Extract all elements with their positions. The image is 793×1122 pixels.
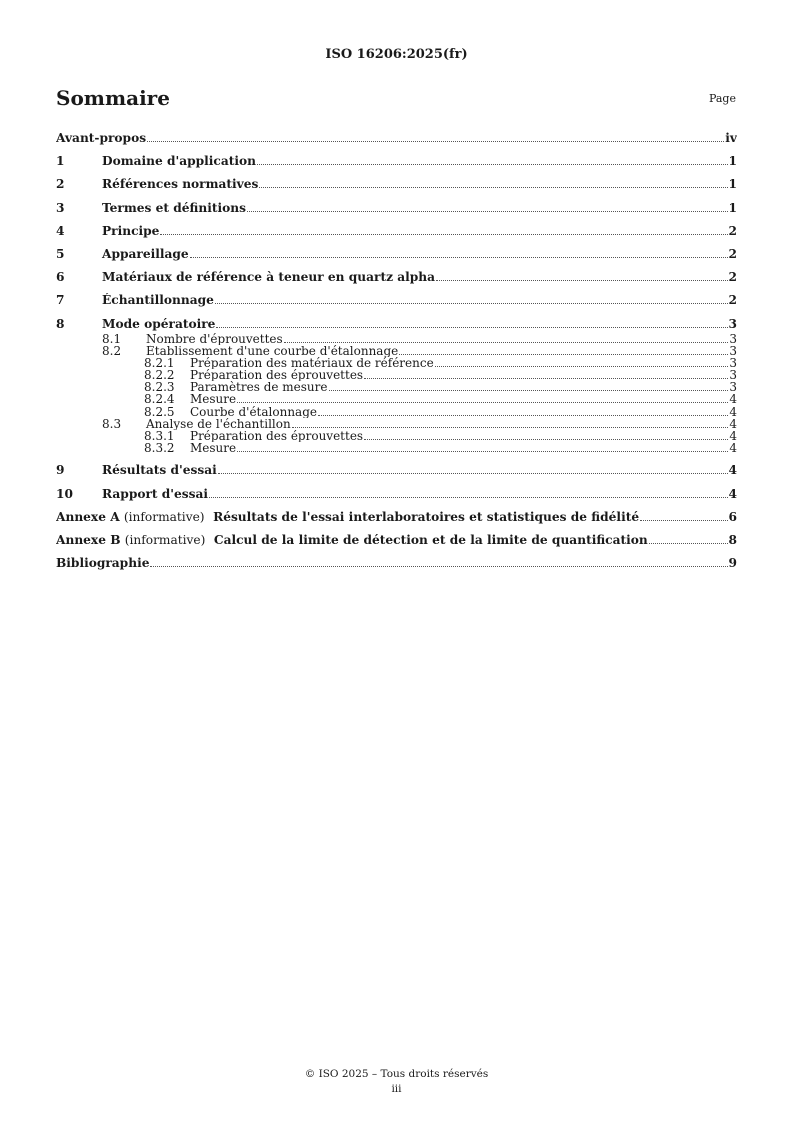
toc-entry-subsection-8-3-2[interactable] <box>56 442 737 454</box>
page-footer <box>0 1067 793 1097</box>
toc-entry-number: 4 <box>56 223 65 238</box>
toc-entry-subsection-8-2[interactable] <box>56 345 737 357</box>
dot-leader <box>247 211 728 212</box>
toc-entry-title: Domaine d'application <box>102 154 256 169</box>
toc-entry-number: 8.1 <box>102 332 122 345</box>
dot-leader <box>364 439 728 440</box>
dot-leader <box>640 520 727 521</box>
toc-entry-number: 6 <box>56 270 65 285</box>
toc-entry-title: Références normatives <box>102 177 259 192</box>
toc-entry-subsection-8-2-2[interactable] <box>56 369 737 381</box>
toc-entry-title: Établissement d'une courbe d'étalonnage <box>146 344 399 357</box>
toc-entry-title: Rapport d'essai <box>102 486 209 501</box>
toc-entry-annex-a[interactable] <box>56 510 737 526</box>
toc-entry-subsection-8-2-3[interactable] <box>56 381 737 393</box>
toc-entry-number: 8.3.2 <box>144 442 175 455</box>
toc-entry-number: 8.3 <box>102 417 122 430</box>
toc-entry-title: Paramètres de mesure <box>190 381 328 394</box>
toc-entry-page: 1 <box>728 154 737 169</box>
toc-entry-page: 2 <box>728 293 737 308</box>
toc-entry-annex-b[interactable] <box>56 533 737 549</box>
toc-entry-section-6[interactable] <box>56 270 737 286</box>
toc-title: Sommaire <box>56 86 170 110</box>
dot-leader <box>399 354 728 355</box>
toc-entry-title: Mesure <box>190 393 237 406</box>
toc-entry-section-5[interactable] <box>56 247 737 263</box>
dot-leader <box>292 427 729 428</box>
toc-entry-page: 9 <box>728 556 737 571</box>
toc-entry-title: Résultats de l'essai interlaboratoires et statistiques de fidélité <box>213 509 640 524</box>
toc-entry-page: 3 <box>729 332 737 345</box>
toc-entry-page: iv <box>725 131 737 145</box>
toc-entry-number: 8 <box>56 316 65 331</box>
toc-entry-number: 8.2.5 <box>144 405 175 418</box>
dot-leader <box>435 366 729 367</box>
toc-entry-number: 8.3.1 <box>144 430 175 443</box>
toc-entry-page: 2 <box>728 270 737 285</box>
toc-entry-number: 3 <box>56 200 65 215</box>
toc-entry-page: 2 <box>728 223 737 238</box>
toc-entry-title: Calcul de la limite de détection et de la limite de quantification <box>213 532 648 547</box>
toc-entry-page: 4 <box>728 463 737 478</box>
toc-entry-title: Matériaux de référence à teneur en quartz alpha <box>102 270 436 285</box>
toc-entry-section-4[interactable] <box>56 224 737 240</box>
toc-entry-foreword[interactable] <box>56 131 737 147</box>
toc-entry-subsection-8-2-5[interactable] <box>56 406 737 418</box>
toc-entry-subsection-8-3[interactable] <box>56 418 737 430</box>
document-id-header: ISO 16206:2025(fr) <box>325 47 468 62</box>
toc-entry-title: Bibliographie <box>56 556 150 571</box>
toc-entry-title: Préparation des éprouvettes <box>190 369 364 382</box>
toc-entry-bibliography[interactable] <box>56 556 737 572</box>
dot-leader <box>318 415 728 416</box>
dot-leader <box>160 234 727 235</box>
toc-entry-number: 8.2.4 <box>144 393 175 406</box>
toc-entry-title: Appareillage <box>102 246 189 261</box>
dot-leader <box>150 566 727 567</box>
dot-leader <box>649 543 728 544</box>
toc-entry-title: Résultats d'essai <box>102 463 217 478</box>
toc-entry-title: Préparation des éprouvettes <box>190 430 364 443</box>
toc-entry-title: Mesure <box>190 442 237 455</box>
dot-leader <box>215 303 728 304</box>
toc-entry-number: 9 <box>56 463 65 478</box>
toc-entry-title: Principe <box>102 223 160 238</box>
toc-entry-number: 8.2.2 <box>144 369 175 382</box>
toc-entry-section-8[interactable] <box>56 317 737 333</box>
toc-entry-title: Avant-propos <box>56 131 147 145</box>
toc-entry-annex-label: Annexe A <box>56 509 120 524</box>
dot-leader <box>218 473 728 474</box>
page-column-label: Page <box>708 92 736 105</box>
toc-entry-page: 4 <box>728 486 737 501</box>
toc-entry-section-10[interactable] <box>56 487 737 503</box>
toc-entry-number: 10 <box>56 486 73 501</box>
toc-entry-section-2[interactable] <box>56 177 737 193</box>
toc-entry-subsection-8-2-4[interactable] <box>56 393 737 405</box>
toc-entry-number: 1 <box>56 154 65 169</box>
toc-entry-number: 8.2 <box>102 344 122 357</box>
toc-entry-title: Échantillonnage <box>102 293 214 308</box>
toc-entry-page: 4 <box>729 442 737 455</box>
toc-entry-page: 2 <box>728 246 737 261</box>
dot-leader <box>436 280 727 281</box>
toc-entry-section-1[interactable] <box>56 154 737 170</box>
toc-entry-number: 8.2.3 <box>144 381 175 394</box>
toc-entry-title: Analyse de l'échantillon <box>146 417 291 430</box>
dot-leader <box>364 378 728 379</box>
dot-leader <box>190 257 728 258</box>
toc-entry-number: 2 <box>56 177 65 192</box>
toc-entry-annex-type: (informative) <box>124 532 206 547</box>
toc-entry-page: 3 <box>729 356 737 370</box>
toc-entry-number: 8.2.1 <box>144 356 175 370</box>
toc-entry-page: 8 <box>728 532 737 547</box>
toc-entry-page: 4 <box>729 417 737 430</box>
toc-entry-page: 3 <box>729 381 737 394</box>
dot-leader <box>329 390 729 391</box>
toc-entry-section-7[interactable] <box>56 293 737 309</box>
toc-entry-number: 7 <box>56 293 65 308</box>
table-of-contents <box>56 131 737 579</box>
toc-entry-page: 3 <box>729 369 737 382</box>
toc-entry-section-9[interactable] <box>56 463 737 479</box>
dot-leader <box>237 451 728 452</box>
toc-entry-page: 1 <box>728 177 737 192</box>
dot-leader <box>209 497 727 498</box>
toc-entry-title: Nombre d'éprouvettes <box>146 332 283 345</box>
toc-entry-annex-label: Annexe B <box>56 532 121 547</box>
toc-entry-subsection-8-2-1[interactable] <box>56 357 737 369</box>
toc-entry-page: 6 <box>728 509 737 524</box>
toc-entry-page: 3 <box>729 344 737 357</box>
toc-entry-title: Termes et définitions <box>102 200 246 215</box>
toc-entry-page: 4 <box>729 430 737 443</box>
toc-entry-title: Courbe d'étalonnage <box>190 405 317 418</box>
toc-entry-section-3[interactable] <box>56 201 737 217</box>
toc-entry-title: Préparation des matériaux de référence <box>190 356 434 370</box>
dot-leader <box>147 141 724 142</box>
toc-entry-number: 5 <box>56 246 65 261</box>
toc-entry-subsection-8-1[interactable] <box>56 333 737 345</box>
toc-entry-annex-type: (informative) <box>123 509 205 524</box>
toc-entry-page: 4 <box>729 405 737 418</box>
dot-leader <box>237 402 728 403</box>
toc-entry-subsection-8-3-1[interactable] <box>56 430 737 442</box>
toc-entry-title: Mode opératoire <box>102 316 216 331</box>
dot-leader <box>284 342 729 343</box>
dot-leader <box>257 164 728 165</box>
dot-leader <box>259 187 727 188</box>
copyright-notice: © ISO 2025 – Tous droits réservés <box>304 1068 489 1080</box>
dot-leader <box>216 327 727 328</box>
toc-entry-page: 4 <box>729 393 737 406</box>
toc-entry-page: 3 <box>728 316 737 331</box>
page-number: iii <box>391 1083 402 1095</box>
toc-entry-page: 1 <box>728 200 737 215</box>
